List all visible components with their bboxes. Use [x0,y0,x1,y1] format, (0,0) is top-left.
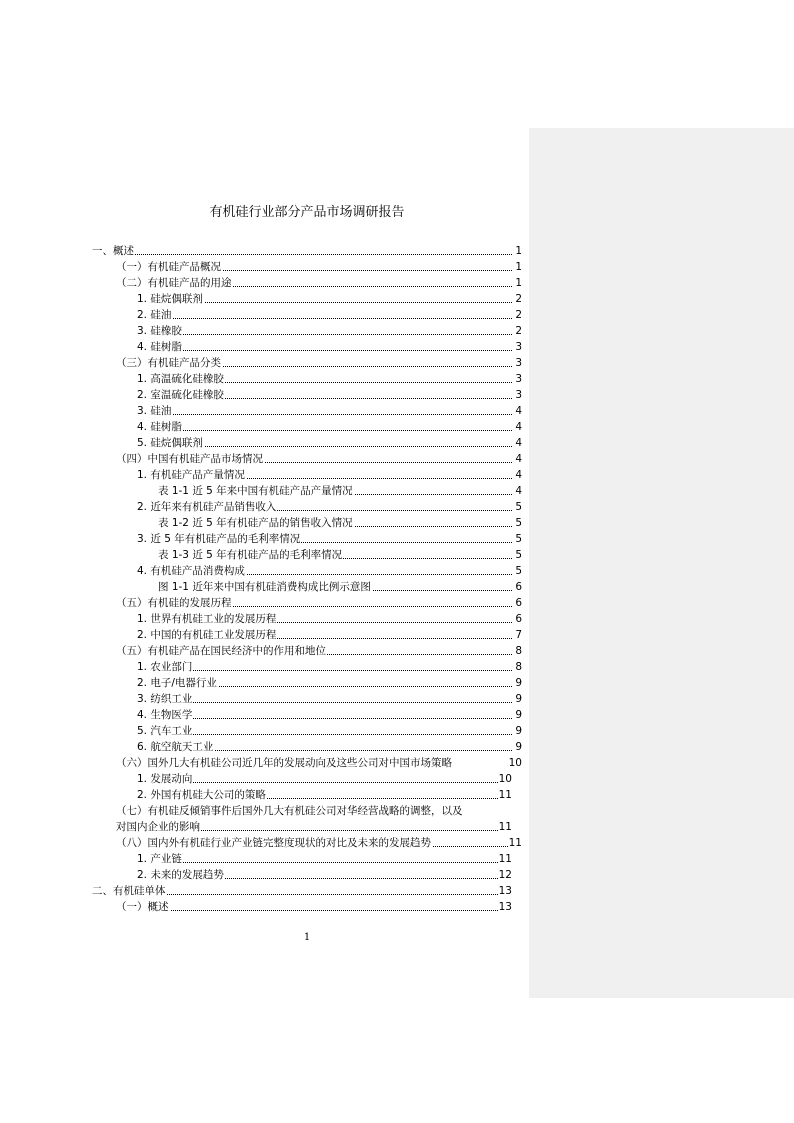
toc-entry-page: 6 [515,597,522,609]
toc-entry[interactable] [92,723,522,739]
toc-entry-page: 9 [515,709,522,721]
toc-entry-text: 二、有机硅单体 [92,885,166,897]
toc-entry-text: （一）概述 [116,901,169,913]
toc-entry-page: 5 [515,549,522,561]
toc-entry[interactable] [92,611,522,627]
toc-entry-text: （三）有机硅产品分类 [116,357,221,369]
toc-entry[interactable] [92,531,522,547]
toc-entry-text: 2. 近年来有机硅产品销售收入 [137,501,277,513]
toc-entry-text: 6. 航空航天工业 [137,741,214,753]
toc-entry-page: 9 [515,693,522,705]
toc-entry[interactable] [92,755,522,771]
toc-entry-page: 11 [498,821,512,833]
toc-entry[interactable] [92,387,522,403]
toc-entry[interactable] [92,707,522,723]
toc-entry[interactable] [92,883,522,899]
toc-entry-text: （四）中国有机硅产品市场情况 [116,453,263,465]
toc-entry-text: 1. 高温硫化硅橡胶 [137,373,224,385]
toc-entry[interactable] [92,835,522,851]
toc-entry[interactable] [92,259,522,275]
toc-entry-page: 5 [515,533,522,545]
toc-entry[interactable] [92,579,522,595]
toc-entry-text: （八）国内外有机硅行业产业链完整度现状的对比及未来的发展趋势 [116,837,431,849]
toc-entry[interactable] [92,243,522,259]
toc-entry[interactable] [92,659,522,675]
toc-entry-page: 4 [515,485,522,497]
toc-entry-text: 3. 硅橡胶 [137,325,182,337]
toc-dot-leader [137,429,512,431]
toc-entry-page: 3 [515,341,522,353]
toc-entry[interactable] [92,787,522,803]
toc-entry-text: 2. 中国的有机硅工业发展历程 [137,629,277,641]
toc-entry-text: （一）有机硅产品概况 [116,261,221,273]
toc-entry-page: 13 [498,901,512,913]
toc-entry-page: 11 [498,853,512,865]
toc-entry[interactable] [92,275,522,291]
toc-entry-page: 6 [515,581,522,593]
toc-entry[interactable] [92,339,522,355]
toc-entry-page: 11 [508,837,522,849]
toc-entry[interactable] [92,691,522,707]
toc-entry[interactable] [92,323,522,339]
toc-entry-page: 2 [515,293,522,305]
toc-entry-page: 5 [515,517,522,529]
toc-entry-text: 一、概述 [92,245,134,257]
toc-dot-leader [92,253,512,255]
toc-entry[interactable] [92,499,522,515]
toc-entry-text: （五）有机硅产品在国民经济中的作用和地位 [116,645,326,657]
toc-entry[interactable] [92,355,522,371]
toc-entry-text: 2. 电子/电器行业 [137,677,217,689]
toc-entry-page: 2 [515,309,522,321]
toc-entry[interactable] [92,595,522,611]
toc-entry-text: 5. 汽车工业 [137,725,193,737]
toc-entry[interactable] [92,867,522,883]
toc-entry-text: （七）有机硅反倾销事件后国外几大有机硅公司对华经营战略的调整，以及 [116,805,463,817]
toc-entry-page: 4 [515,437,522,449]
comment-pane [529,128,794,998]
toc-entry-text: 1. 有机硅产品产量情况 [137,469,245,481]
toc-entry[interactable] [92,451,522,467]
toc-entry-text: 5. 硅烷偶联剂 [137,437,203,449]
toc-entry[interactable] [92,483,522,499]
toc-entry-page: 4 [515,469,522,481]
toc-entry[interactable] [92,771,522,787]
toc-dot-leader [116,909,502,911]
toc-entry[interactable] [92,643,522,659]
toc-entry-page: 11 [498,789,512,801]
toc-entry-text: （六）国外几大有机硅公司近几年的发展动向及这些公司对中国市场策略 [116,757,452,769]
toc-entry-page: 3 [515,373,522,385]
toc-entry-page: 3 [515,357,522,369]
toc-entry-page: 1 [515,277,522,289]
toc-entry-page: 8 [515,661,522,673]
toc-dot-leader [137,349,512,351]
toc-entry-page: 10 [508,757,522,769]
toc-entry-page: 1 [515,261,522,273]
toc-entry-text: 表 1-2 近 5 年有机硅产品的销售收入情况 [158,517,353,529]
toc-dot-leader [137,413,512,415]
toc-entry-page: 7 [515,629,522,641]
toc-entry-text: 3. 硅油 [137,405,172,417]
toc-entry-text: （二）有机硅产品的用途 [116,277,232,289]
toc-entry[interactable] [92,851,522,867]
toc-entry-text: 表 1-1 近 5 年来中国有机硅产品产量情况 [158,485,353,497]
toc-entry-text: 1. 世界有机硅工业的发展历程 [137,613,277,625]
toc-entry-page: 6 [515,613,522,625]
toc-dot-leader [137,317,512,319]
toc-entry[interactable] [92,467,522,483]
toc-dot-leader [137,333,512,335]
toc-entry-text: 3. 纺织工业 [137,693,193,705]
toc-entry-page: 13 [498,885,512,897]
toc-entry[interactable] [92,627,522,643]
toc-entry-page: 9 [515,677,522,689]
toc-entry[interactable] [92,307,522,323]
toc-entry-page: 9 [515,725,522,737]
toc-entry-text: 2. 硅油 [137,309,172,321]
toc-entry-page: 10 [498,773,512,785]
toc-entry-text: 4. 有机硅产品消费构成 [137,565,245,577]
toc-entry-text: 表 1-3 近 5 年有机硅产品的毛利率情况 [158,549,343,561]
toc-entry[interactable] [92,547,522,563]
toc-entry-text: 1. 农业部门 [137,661,193,673]
toc-entry-page: 5 [515,565,522,577]
toc-entry-text: 4. 生物医学 [137,709,193,721]
toc-entry-text: 1. 硅烷偶联剂 [137,293,203,305]
toc-entry-page: 3 [515,389,522,401]
toc-entry[interactable] [92,739,522,755]
toc-entry[interactable] [92,371,522,387]
toc-entry-page: 9 [515,741,522,753]
toc-entry-page: 12 [498,869,512,881]
toc-dot-leader [137,861,502,863]
toc-entry-page: 5 [515,501,522,513]
toc-entry[interactable] [92,563,522,579]
toc-entry-page: 2 [515,325,522,337]
toc-entry[interactable] [92,419,522,435]
toc-entry[interactable] [92,403,522,419]
toc-entry[interactable] [92,899,522,915]
toc-entry-page: 8 [515,645,522,657]
toc-entry[interactable] [92,435,522,451]
toc-entry[interactable] [92,803,522,819]
toc-entry-text: 4. 硅树脂 [137,341,182,353]
page-number: 1 [303,932,311,943]
toc-entry[interactable] [92,291,522,307]
toc-entry-text: 图 1-1 近年来中国有机硅消费构成比例示意图 [158,581,371,593]
toc-entry-text: 1. 发展动向 [137,773,193,785]
toc-entry[interactable] [92,819,522,835]
toc-entry-text: 4. 硅树脂 [137,421,182,433]
toc-entry-page: 4 [515,405,522,417]
toc-entry-page: 4 [515,421,522,433]
toc-entry-text: 3. 近 5 年有机硅产品的毛利率情况 [137,533,301,545]
document-title: 有机硅行业部分产品市场调研报告 [209,205,405,220]
toc-entry-text: 1. 产业链 [137,853,182,865]
toc-entry-text: 2. 外国有机硅大公司的策略 [137,789,266,801]
toc-entry-page: 1 [515,245,522,257]
toc-entry-text: 2. 室温硫化硅橡胶 [137,389,224,401]
toc-entry-page: 4 [515,453,522,465]
toc-entry[interactable] [92,515,522,531]
toc-entry[interactable] [92,675,522,691]
toc-entry-text: （五）有机硅的发展历程 [116,597,232,609]
toc-entry-text: 2. 未来的发展趋势 [137,869,224,881]
toc-entry-text: 对国内企业的影响 [116,821,200,833]
